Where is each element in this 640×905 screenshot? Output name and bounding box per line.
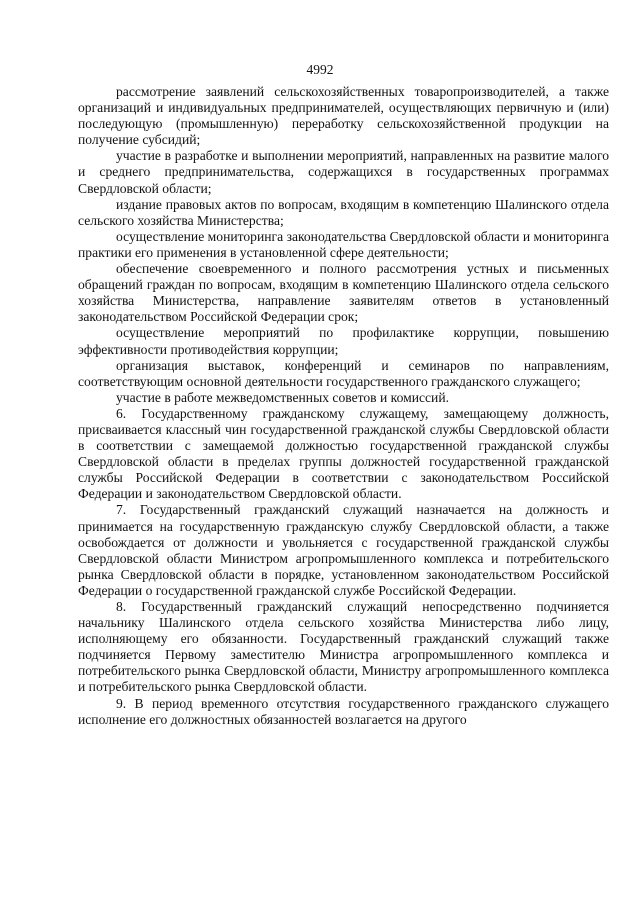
paragraph-duty-interagency-councils: участие в работе межведомственных советов и комиссий. — [116, 389, 449, 405]
paragraph-section-7: 7. Государственный гражданский служащий назначается на должность и принимается на государственную гражданскую службу Свердловской области, а также освобождается от должности и увольняется с государственной гражданской службы Свердловской области Министром агропромышленного комплекса и потребительского рынка Свердловской области в порядке, установленном законодательством Российской Федерации о государственной гражданской службе Российской Федерации. — [78, 502, 609, 598]
paragraph-duty-legislation-monitoring: осуществление мониторинга законодательства Свердловской области и мониторинга практики его применения в установленной сфере деятельности; — [78, 228, 609, 260]
paragraph-duty-legal-acts: издание правовых актов по вопросам, входящим в компетенцию Шалинского отдела сельского хозяйства Министерства; — [78, 196, 609, 228]
page-number: 4992 — [306, 62, 334, 77]
paragraph-duty-small-business: участие в разработке и выполнении мероприятий, направленных на развитие малого и среднего предпринимательства, содержащихся в государственных программах Свердловской области; — [78, 148, 609, 196]
document-body — [78, 84, 609, 728]
paragraph-section-9: 9. В период временного отсутствия государственного гражданского служащего исполнение его должностных обязанностей возлагается на другого — [78, 695, 609, 727]
paragraph-duty-anti-corruption: осуществление мероприятий по профилактике коррупции, повышению эффективности противодействия коррупции; — [78, 325, 609, 357]
paragraph-duty-subsidy-applications: рассмотрение заявлений сельскохозяйственных товаропроизводителей, а также организаций и индивидуальных предпринимателей, осуществляющих первичную и (или) последующую (промышленную) переработку сельскохозяйственной продукции на получение субсидий; — [78, 84, 609, 148]
paragraph-duty-exhibitions: организация выставок, конференций и семинаров по направлениям, соответствующим основной деятельности государственного гражданского служащего; — [78, 357, 609, 389]
paragraph-section-6: 6. Государственному гражданскому служащему, замещающему должность, присваивается классный чин государственной гражданской службы Свердловской области в соответствии с замещаемой должностью государственной гражданской службы Свердловской области в пределах группы должностей государственной гражданской службы Российской Федерации в соответствии с законодательством Российской Федерации и законодательством Свердловской области. — [78, 405, 609, 502]
paragraph-section-8: 8. Государственный гражданский служащий непосредственно подчиняется начальнику Шалинского отдела сельского хозяйства Министерства либо лицу, исполняющему его обязанности. Государственный гражданский служащий также подчиняется Первому заместителю Министра агропромышленного комплекса и потребительского рынка Свердловской области, Министру агропромышленного комплекса и потребительского рынка Свердловской области. — [78, 599, 609, 695]
paragraph-duty-citizen-appeals: обеспечение своевременного и полного рассмотрения устных и письменных обращений граждан по вопросам, входящим в компетенцию Шалинского отдела сельского хозяйства Министерства, направление заявителям ответов в установленный законодательством Российской Федерации срок; — [78, 261, 609, 325]
